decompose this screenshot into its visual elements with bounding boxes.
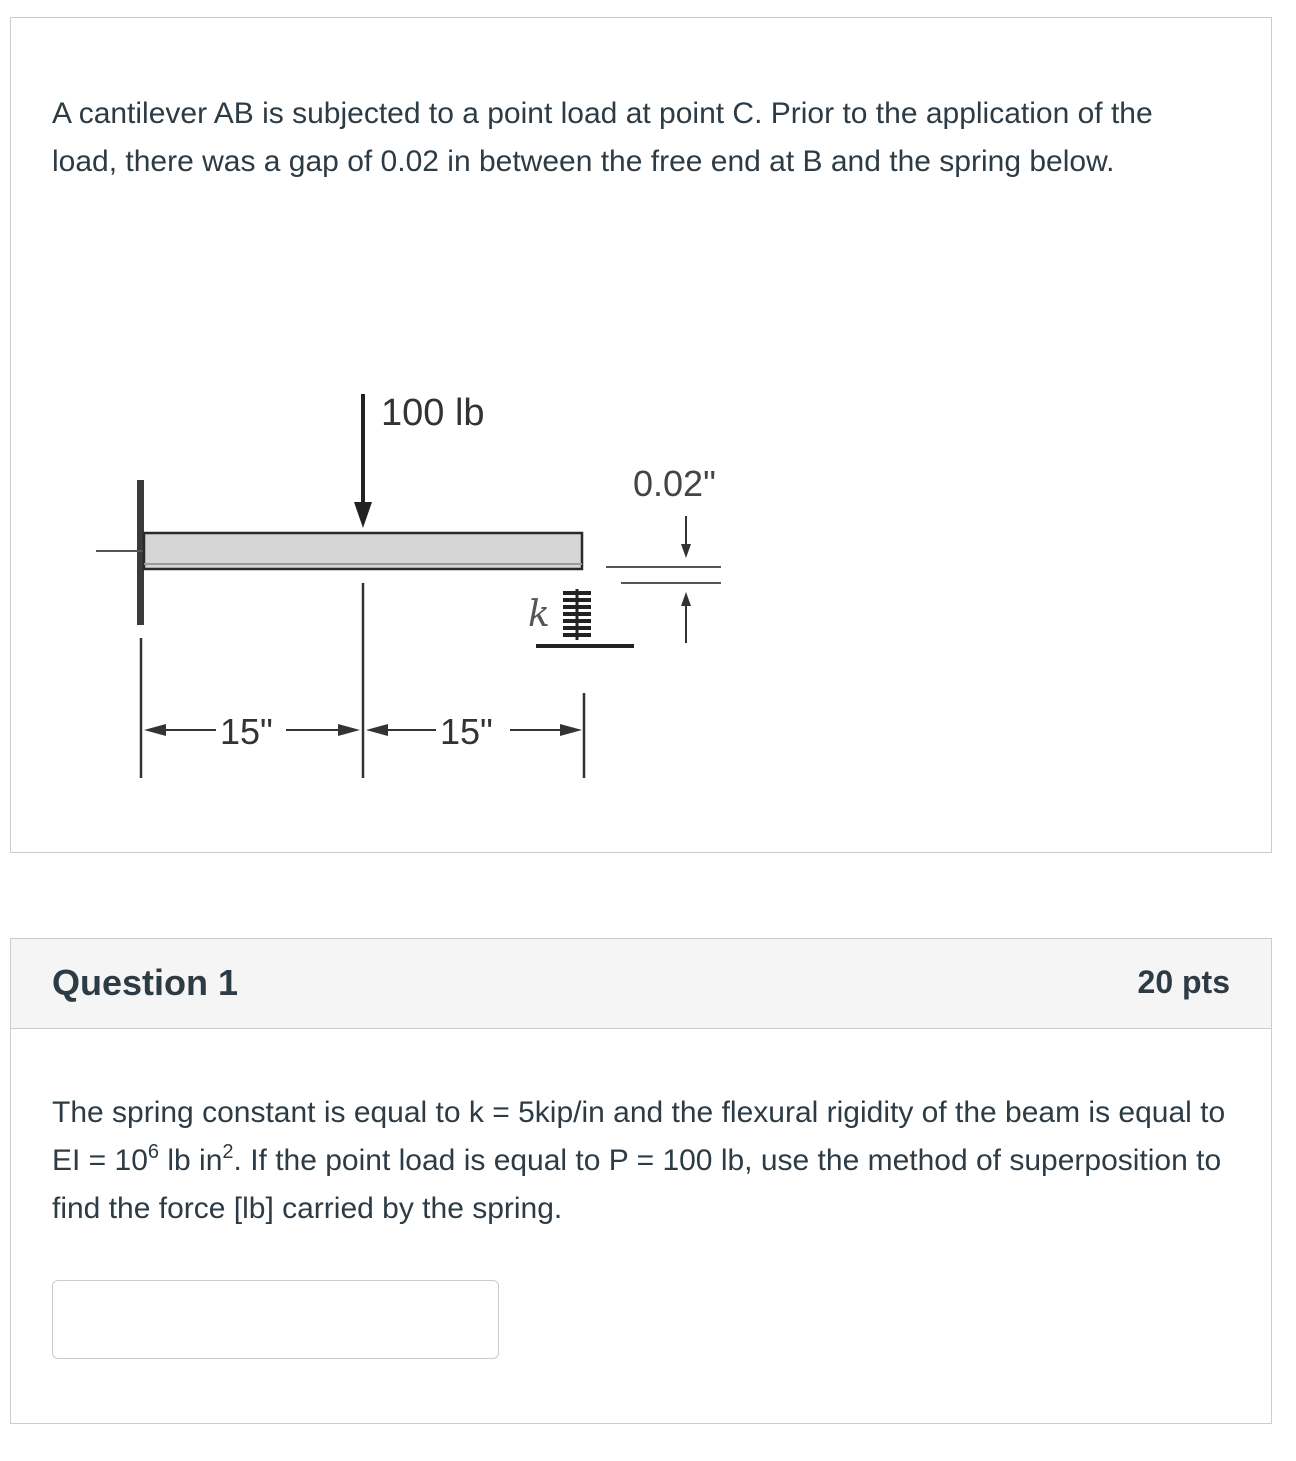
question-text-part3: . If the point load is equal to P = 100 lb, use the method of superposition to find the force [lb] carried by the spring. (52, 1144, 1222, 1225)
dim-left-label: 15" (220, 711, 273, 752)
question-panel (10, 938, 1272, 1424)
dim-right-label: 15" (440, 711, 493, 752)
question-title: Question 1 (52, 962, 239, 1003)
load-arrowhead (354, 502, 372, 528)
spring-label: k (528, 594, 550, 635)
in-exponent: 2 (222, 1141, 234, 1163)
cantilever-diagram (86, 368, 766, 798)
ei-exponent: 6 (147, 1141, 160, 1163)
question-points: 20 pts (1137, 964, 1230, 1000)
gap-arrow-top-head (681, 544, 691, 558)
question-text-part2: lb in (159, 1144, 223, 1177)
spring (563, 589, 591, 640)
answer-input[interactable] (52, 1280, 499, 1359)
intro-panel (10, 17, 1272, 853)
dim-right-arrow-end (560, 724, 582, 736)
gap-label: 0.02" (633, 463, 716, 504)
question-text-part1: The spring constant is equal to k = 5kip/in and the flexural rigidity of the beam is equal to EI = 10 (52, 1096, 1226, 1177)
intro-text: A cantilever AB is subjected to a point load at point C. Prior to the application of the load, there was a gap of 0.02 in between the free end at B and the spring below. (52, 97, 1153, 178)
dim-left-arrow-end (338, 724, 360, 736)
load-label: 100 lb (381, 392, 485, 434)
question-header (11, 939, 1271, 1029)
dim-left-arrow-start (144, 724, 166, 736)
cantilever-figure (86, 368, 766, 803)
question-text (52, 1089, 1227, 1233)
